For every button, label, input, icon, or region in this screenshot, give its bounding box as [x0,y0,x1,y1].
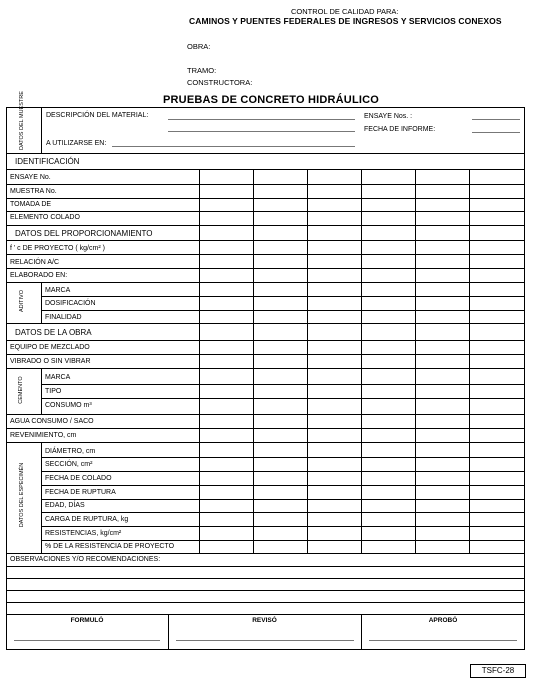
row-fc: f ' c DE PROYECTO ( kg/cm² ) [10,245,105,252]
row-c-marca: MARCA [45,374,71,381]
reviso-label: REVISÓ [252,617,277,624]
row-fecha-colado: FECHA DE COLADO [45,475,112,482]
row-revenimiento: REVENIMIENTO, cm [10,432,77,439]
obra-label: OBRA: [187,42,211,51]
a-utilizarse-label: A UTILIZARSE EN: [46,140,107,147]
row-elemento: ELEMENTO COLADO [10,214,80,221]
row-muestra: MUESTRA No. [10,188,57,195]
section-identificacion: IDENTIFICACIÓN [15,157,80,166]
descripcion-label: DESCRIPCIÓN DEL MATERIAL: [46,112,149,119]
row-finalidad: FINALIDAD [45,314,82,321]
row-porcentaje: % DE LA RESISTENCIA DE PROYECTO [45,543,175,550]
row-ensaye: ENSAYE No. [10,174,51,181]
form-code: TSFC-28 [481,666,515,675]
observaciones-label: OBSERVACIONES Y/O RECOMENDACIONES: [10,556,161,563]
row-c-consumo: CONSUMO m³ [45,402,92,409]
header-line1: CONTROL DE CALIDAD PARA: [291,7,399,16]
row-seccion: SECCIÓN, cm² [45,461,93,468]
row-carga: CARGA DE RUPTURA, kg [45,516,129,523]
row-vibrado: VIBRADO O SIN VIBRAR [10,358,91,365]
constructora-label: CONSTRUCTORA: [187,78,253,87]
row-fecha-ruptura: FECHA DE RUPTURA [45,489,116,496]
row-c-tipo: TIPO [45,388,62,395]
row-tomada: TOMADA DE [10,201,52,208]
row-equipo: EQUIPO DE MEZCLADO [10,344,90,351]
formulo-label: FORMULÓ [70,617,104,624]
section-proporcionamiento: DATOS DEL PROPORCIONAMIENTO [15,229,153,238]
row-resistencias: RESISTENCIAS, kg/cm² [45,530,122,537]
row-diametro: DIÁMETRO, cm [45,448,96,455]
especimen-label: DATOS DEL ESPECIMÉN [19,462,25,528]
aprobo-label: APROBÓ [428,617,458,624]
sample-side-label: DATOS DEL MUESTRE [19,91,25,150]
row-dosificacion: DOSIFICACIÓN [45,300,96,307]
row-agua: AGUA CONSUMO / SACO [10,418,94,425]
row-relacion: RELACIÓN A/C [10,259,60,266]
row-edad: EDAD, DÍAS [45,502,85,509]
form-frame [6,107,525,650]
page-title: PRUEBAS DE CONCRETO HIDRÁULICO [163,94,380,106]
cemento-label: CEMENTO [18,376,24,404]
tramo-label: TRAMO: [187,66,217,75]
ensaye-nos-label: ENSAYE Nos. : [364,113,413,120]
header-line2: CAMINOS Y PUENTES FEDERALES DE INGRESOS Y SERVICIOS CONEXOS [189,16,502,26]
row-marca: MARCA [45,287,71,294]
section-obra: DATOS DE LA OBRA [15,328,92,337]
row-elaborado: ELABORADO EN: [10,272,68,279]
fecha-informe-label: FECHA DE INFORME: [364,126,436,133]
aditivo-label: ADITIVO [19,290,25,313]
